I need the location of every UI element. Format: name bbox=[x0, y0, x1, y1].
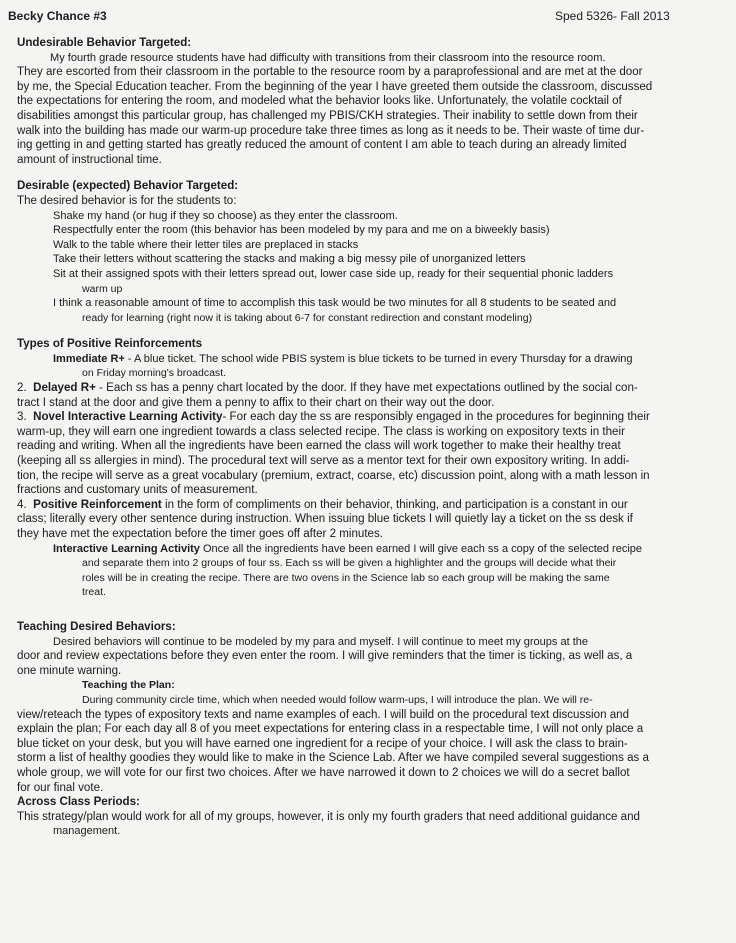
item-text: Once all the ingredients have been earned I will give each ss a copy of the selected recipe bbox=[199, 542, 643, 555]
paragraph-line: for our final vote. bbox=[17, 781, 104, 794]
paragraph-line: class; literally every other sentence during instruction. When issuing blue tickets I will quietly lay a ticket on the ss desk if bbox=[17, 513, 633, 526]
item-label: Immediate R+ bbox=[53, 352, 125, 365]
item-text: - For each day the ss are responsibly engaged in the procedures for beginning their bbox=[222, 411, 650, 424]
author-header: Becky Chance #3 bbox=[8, 9, 107, 23]
reinforcement-item-2 bbox=[17, 381, 736, 396]
item-number: 4. bbox=[17, 498, 27, 511]
paragraph-line: disabilities amongst this particular group, has challenged my PBIS/CKH strategies. Their inability to settle down from their bbox=[17, 109, 638, 122]
desirable-intro: The desired behavior is for the students to: bbox=[17, 194, 237, 207]
teaching-heading: Teaching Desired Behaviors: bbox=[17, 620, 176, 633]
item-label: Delayed R+ bbox=[33, 382, 96, 395]
paragraph-line: (keeping all ss allergies in mind). The procedural text will serve as a mentor text for their own expository writing. In addi- bbox=[17, 455, 630, 468]
paragraph-line: treat. bbox=[82, 586, 106, 599]
paragraph-line: This strategy/plan would work for all of my groups, however, it is only my fourth graders that need additional guidance and bbox=[17, 810, 640, 823]
item-number: 3. bbox=[17, 411, 27, 424]
paragraph-line: During community circle time, which when needed would follow warm-ups, I will introduce the plan. We will re- bbox=[82, 693, 593, 706]
item-label: Positive Reinforcement bbox=[33, 498, 162, 511]
paragraph-line: view/reteach the types of expository texts and name examples of each. I will build on the procedural text discussion and bbox=[17, 708, 630, 721]
reinforcement-item-4 bbox=[17, 498, 736, 513]
reinforcement-item-3 bbox=[17, 410, 736, 425]
paragraph-line: roles will be in creating the recipe. There are two ovens in the Science lab so each group will be making the same bbox=[82, 571, 610, 584]
item-text: in the form of compliments on their behavior, thinking, and participation is a constant in our bbox=[161, 498, 628, 511]
list-item: ready for learning (right now it is taking about 6-7 for constant redirection and constant modeling) bbox=[82, 311, 533, 324]
item-label: Interactive Learning Activity bbox=[53, 542, 200, 555]
paragraph-line: warm-up, they will earn one ingredient towards a class selected recipe. The class is working on expository texts in their bbox=[17, 425, 625, 438]
list-item: Walk to the table where their letter tiles are preplaced in stacks bbox=[53, 238, 359, 251]
paragraph-line: walk into the building has made our warm-up procedure take three times as long as it needs to be. Their waste of time dur- bbox=[17, 124, 645, 137]
paragraph-line: reading and writing. When all the ingredients have been earned the class will work together to make their healthy treat bbox=[17, 440, 621, 453]
paragraph-line: one minute warning. bbox=[17, 664, 122, 677]
list-item: I think a reasonable amount of time to accomplish this task would be two minutes for all 8 students to be seated and bbox=[53, 297, 617, 310]
paragraph-line: they have met the expectation before the timer goes off after 2 minutes. bbox=[17, 528, 383, 540]
reinforcements-heading: Types of Positive Reinforcements bbox=[17, 338, 203, 351]
paragraph-line: management. bbox=[53, 825, 121, 838]
paragraph-line: and separate them into 2 groups of four ss. Each ss will be given a highlighter and the groups will decide what their bbox=[82, 557, 617, 570]
list-item: Shake my hand (or hug if they so choose) as they enter the classroom. bbox=[53, 209, 398, 222]
paragraph-line: amount of instructional time. bbox=[17, 153, 162, 166]
paragraph-line: blue ticket on your desk, but you will have earned one ingredient for a recipe of your choice. I will ask the class to brain- bbox=[17, 737, 628, 750]
paragraph-line: on Friday morning's broadcast. bbox=[82, 367, 227, 380]
item-text: - A blue ticket. The school wide PBIS system is blue tickets to be turned in every Thursday for a drawing bbox=[124, 352, 633, 365]
paragraph-line: explain the plan; For each day all 8 of you meet expectations for entering class in a respectable time, I will not only place a bbox=[17, 723, 644, 736]
item-text: - Each ss has a penny chart located by the door. If they have met expectations outlined by the social con- bbox=[95, 382, 638, 395]
reinforcement-item-1 bbox=[53, 352, 736, 367]
item-label: Novel Interactive Learning Activity bbox=[33, 411, 223, 424]
paragraph-line: the expectations for entering the room, and modeled what the behavior looks like. Unfortunately, the volatile cocktail of bbox=[17, 95, 622, 108]
paragraph-line: ing getting in and getting started has greatly reduced the amount of content I am able to teach during an already limited bbox=[17, 139, 627, 152]
paragraph-line: They are escorted from their classroom in the portable to the resource room by a paraprofessional and are met at the door bbox=[17, 66, 643, 79]
list-item: Sit at their assigned spots with their letters spread out, lower case side up, ready for their sequential phonic ladders bbox=[53, 267, 614, 280]
paragraph-line: by me, the Special Education teacher. From the beginning of the year I have greeted them outside the classroom, discussed bbox=[17, 80, 653, 93]
item-number: 2. bbox=[17, 382, 27, 395]
paragraph-line: fractions and customary units of measurement. bbox=[17, 484, 258, 497]
paragraph-line: tract I stand at the door and give them a penny to affix to their chart on their way out the door. bbox=[17, 396, 495, 409]
list-item: Respectfully enter the room (this behavior has been modeled by my para and me on a biweekly basis) bbox=[53, 224, 550, 237]
paragraph-line: door and review expectations before they even enter the room. I will give reminders that the timer is ticking, as well as, a bbox=[17, 650, 633, 663]
paragraph-line: storm a list of healthy goodies they would like to make in the Science Lab. After we have compiled several suggestions as a bbox=[17, 752, 649, 765]
paragraph-line: tion, the recipe will serve as a great vocabulary (premium, extract, coarse, etc) discussion point, along with a math lesson in bbox=[17, 469, 650, 482]
paragraph-line: Desired behaviors will continue to be modeled by my para and myself. I will continue to meet my groups at the bbox=[53, 635, 588, 648]
document-body bbox=[0, 36, 736, 839]
teaching-plan-heading: Teaching the Plan: bbox=[82, 679, 175, 692]
reinforcement-item-5 bbox=[53, 542, 736, 557]
list-item: Take their letters without scattering the stacks and making a big messy pile of unorganized letters bbox=[53, 253, 526, 266]
paragraph-line: My fourth grade resource students have had difficulty with transitions from their classroom into the resource room. bbox=[50, 51, 606, 64]
course-header: Sped 5326- Fall 2013 bbox=[555, 9, 670, 23]
list-item: warm up bbox=[82, 282, 123, 295]
across-heading: Across Class Periods: bbox=[17, 796, 140, 809]
undesirable-heading: Undesirable Behavior Targeted: bbox=[17, 37, 192, 49]
desirable-heading: Desirable (expected) Behavior Targeted: bbox=[17, 180, 239, 193]
paragraph-line: whole group, we will vote for our first two choices. After we have narrowed it down to 2 choices we will do a secret ballot bbox=[17, 766, 630, 779]
